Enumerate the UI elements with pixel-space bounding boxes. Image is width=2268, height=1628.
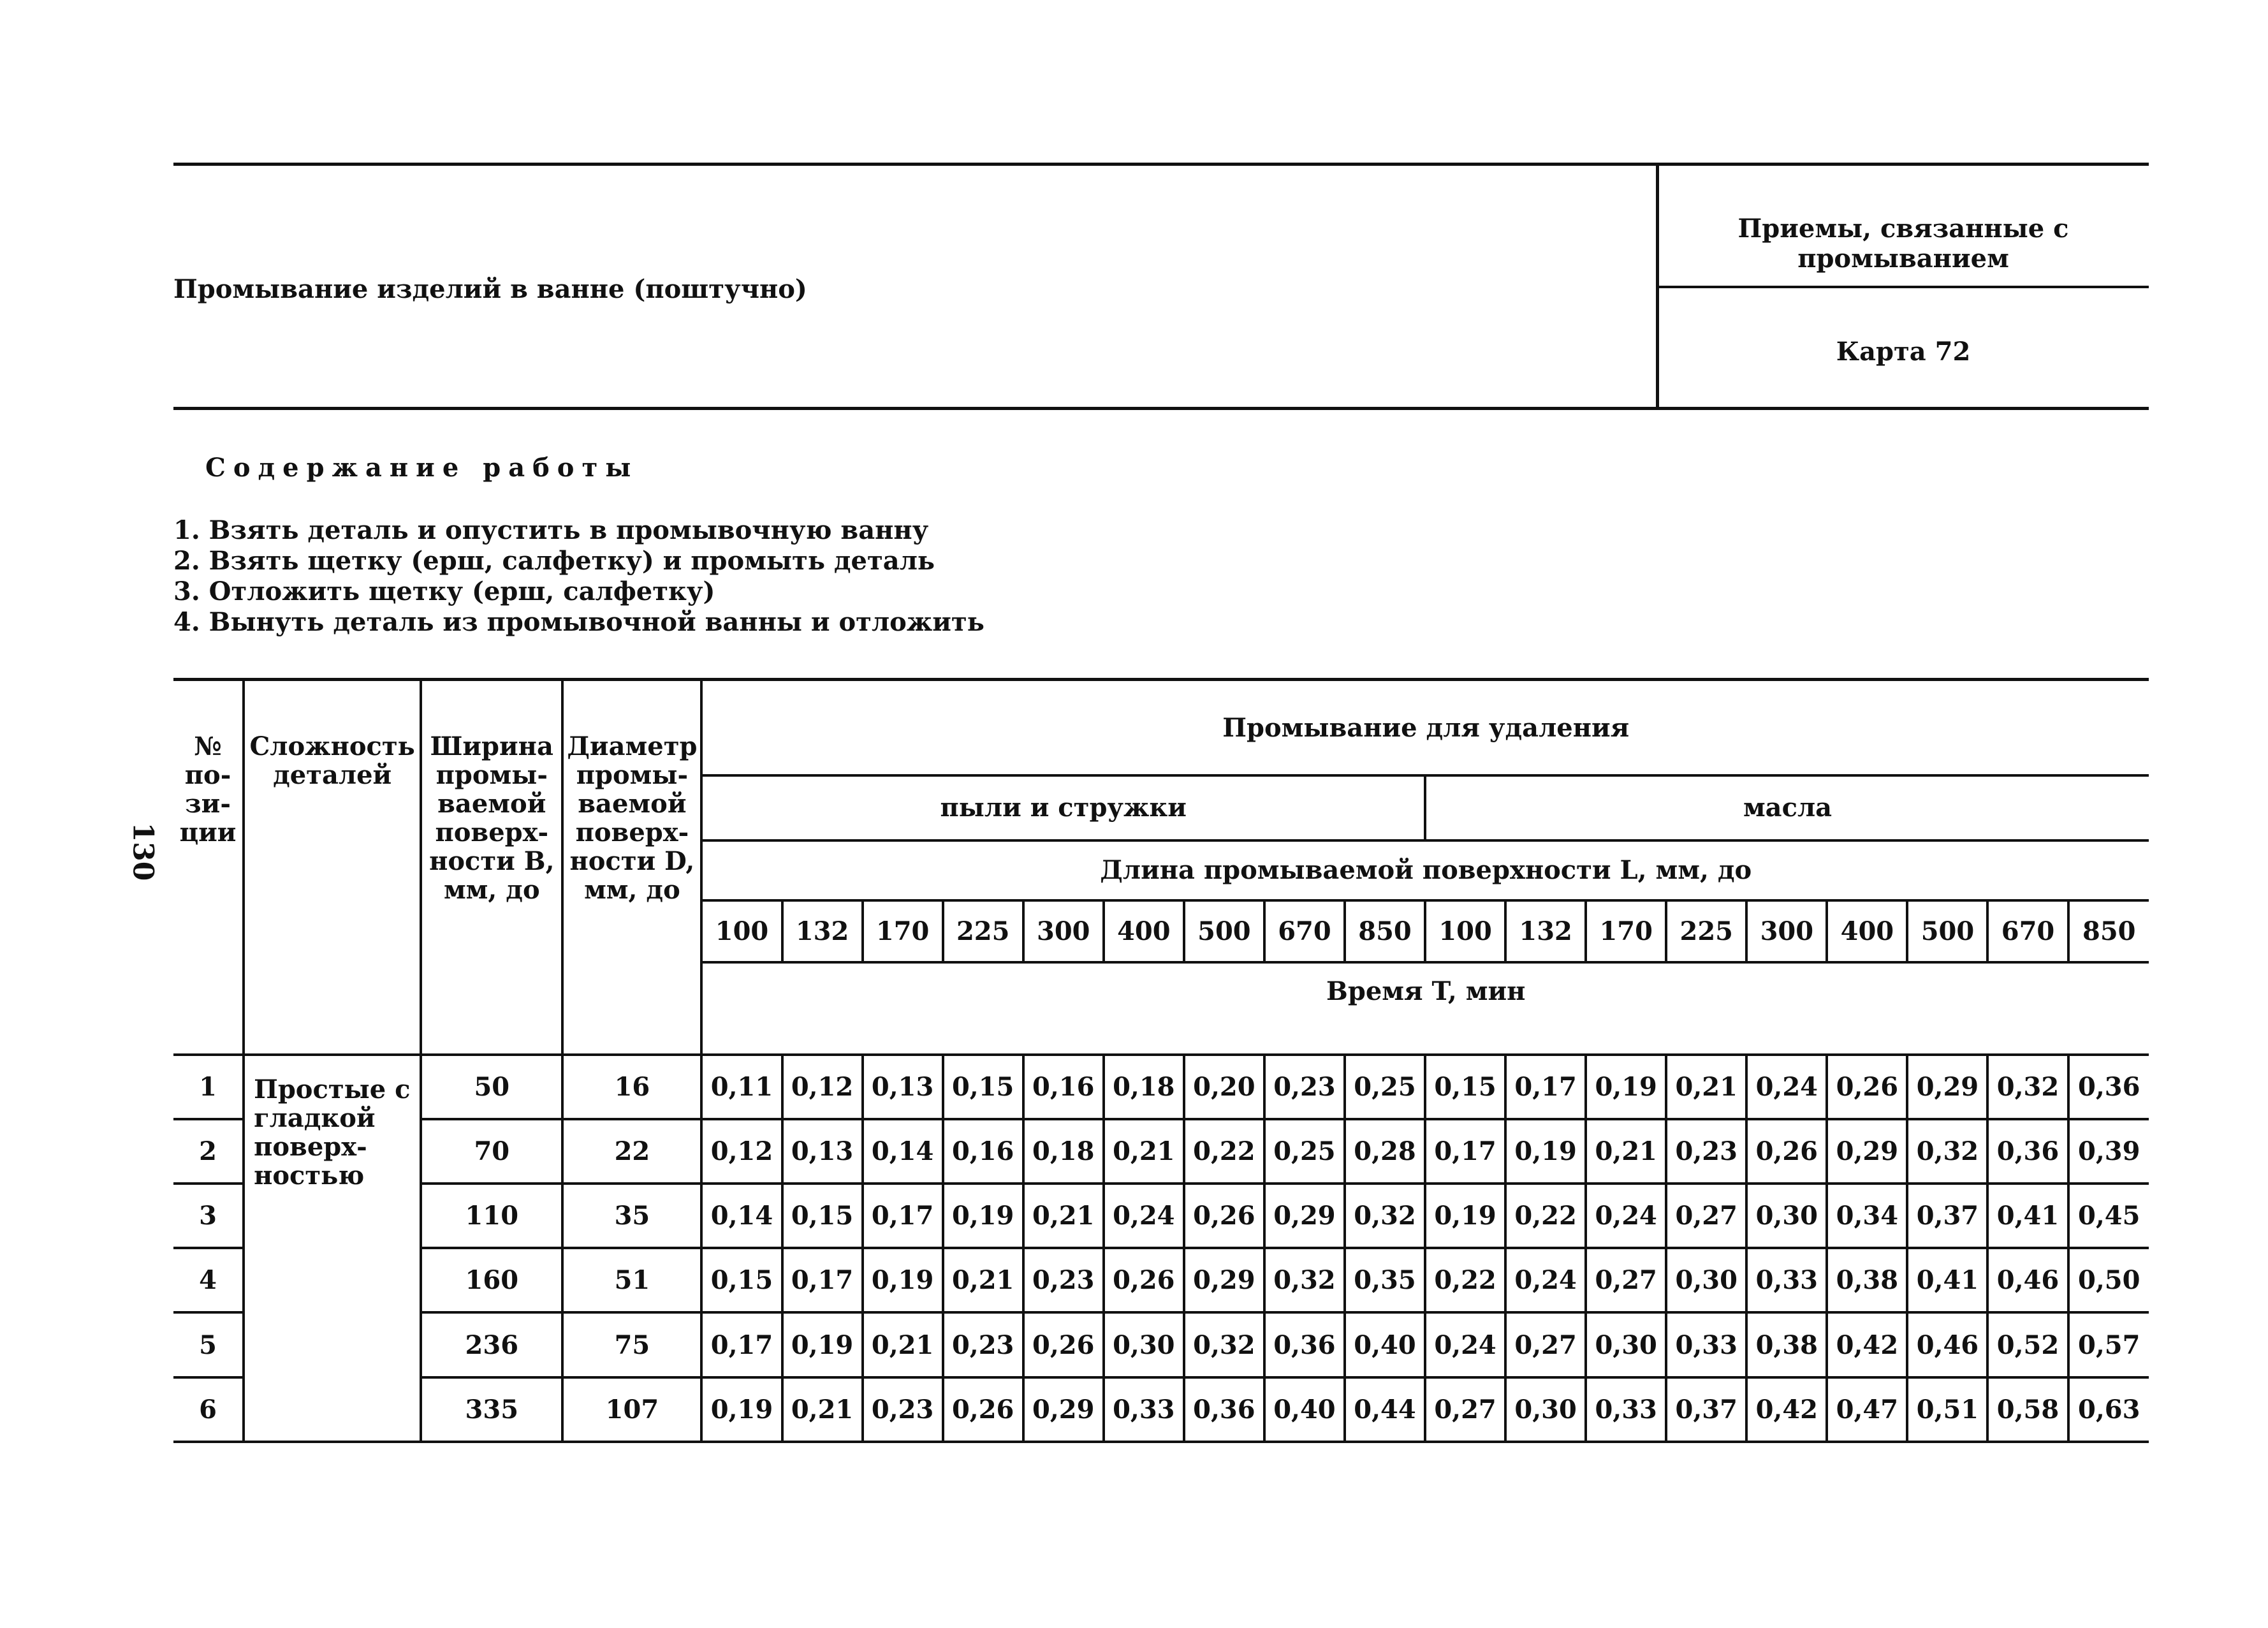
time-value-cell: 0,36 (1184, 1377, 1264, 1442)
time-value-cell: 0,12 (782, 1055, 863, 1119)
time-value-cell: 0,13 (782, 1119, 863, 1184)
time-value-cell: 0,39 (2068, 1119, 2149, 1184)
table-row (173, 1248, 2149, 1312)
time-value-cell: 0,30 (1505, 1377, 1586, 1442)
time-value-cell: 0,36 (2068, 1055, 2149, 1119)
time-value-cell: 0,41 (1987, 1184, 2068, 1248)
time-value-cell: 0,32 (1907, 1119, 1987, 1184)
time-value-cell: 0,33 (1746, 1248, 1827, 1312)
length-cell: 500 (1184, 900, 1264, 962)
time-value-cell: 0,37 (1666, 1377, 1746, 1442)
time-value-cell: 0,63 (2068, 1377, 2149, 1442)
time-value-cell: 0,16 (943, 1119, 1023, 1184)
time-value-cell: 0,22 (1184, 1119, 1264, 1184)
time-value-cell: 0,21 (1023, 1184, 1104, 1248)
table-row (173, 1119, 2149, 1184)
time-value-cell: 0,41 (1907, 1248, 1987, 1312)
time-value-cell: 0,24 (1425, 1312, 1505, 1377)
table-row (173, 1312, 2149, 1377)
header-complexity: Сложность деталей (244, 680, 421, 1055)
diameter-cell: 35 (562, 1184, 701, 1248)
header-length: Длина промываемой поверхности L, мм, до (701, 840, 2149, 901)
time-value-cell: 0,22 (1425, 1248, 1505, 1312)
time-value-cell: 0,17 (1505, 1055, 1586, 1119)
time-value-cell: 0,27 (1505, 1312, 1586, 1377)
time-value-cell: 0,38 (1746, 1312, 1827, 1377)
time-value-cell: 0,29 (1827, 1119, 1907, 1184)
diameter-cell: 51 (562, 1248, 701, 1312)
time-value-cell: 0,37 (1907, 1184, 1987, 1248)
time-value-cell: 0,14 (863, 1119, 943, 1184)
table-row (173, 1377, 2149, 1442)
time-value-cell: 0,30 (1104, 1312, 1184, 1377)
time-value-cell: 0,33 (1104, 1377, 1184, 1442)
time-value-cell: 0,18 (1023, 1119, 1104, 1184)
header-dust: пыли и стружки (701, 775, 1425, 840)
diameter-cell: 22 (562, 1119, 701, 1184)
time-value-cell: 0,16 (1023, 1055, 1104, 1119)
work-step: 4. Вынуть деталь из промывочной ванны и отложить (173, 607, 984, 637)
time-value-cell: 0,33 (1666, 1312, 1746, 1377)
time-value-cell: 0,20 (1184, 1055, 1264, 1119)
time-value-cell: 0,21 (863, 1312, 943, 1377)
time-value-cell: 0,19 (943, 1184, 1023, 1248)
header-right-divider (1656, 286, 2149, 288)
length-cell: 500 (1907, 900, 1987, 962)
time-value-cell: 0,26 (1746, 1119, 1827, 1184)
time-value-cell: 0,15 (701, 1248, 782, 1312)
time-value-cell: 0,17 (782, 1248, 863, 1312)
time-value-cell: 0,32 (1264, 1248, 1345, 1312)
time-value-cell: 0,24 (1505, 1248, 1586, 1312)
diameter-cell: 16 (562, 1055, 701, 1119)
time-value-cell: 0,21 (1586, 1119, 1666, 1184)
position-cell: 4 (173, 1248, 244, 1312)
time-norms-table (173, 678, 2149, 1443)
width-cell: 70 (421, 1119, 562, 1184)
diameter-cell: 75 (562, 1312, 701, 1377)
time-value-cell: 0,11 (701, 1055, 782, 1119)
width-cell: 335 (421, 1377, 562, 1442)
header-width: Ширина промы-ваемой поверх-ности B, мм, до (421, 680, 562, 1055)
header-time: Время T, мин (701, 962, 2149, 1054)
time-value-cell: 0,58 (1987, 1377, 2068, 1442)
time-value-cell: 0,21 (943, 1248, 1023, 1312)
time-value-cell: 0,21 (782, 1377, 863, 1442)
time-value-cell: 0,29 (1023, 1377, 1104, 1442)
header-oil: масла (1425, 775, 2149, 840)
time-value-cell: 0,27 (1586, 1248, 1666, 1312)
time-value-cell: 0,15 (782, 1184, 863, 1248)
time-value-cell: 0,32 (1987, 1055, 2068, 1119)
length-cell: 132 (782, 900, 863, 962)
work-step: 3. Отложить щетку (ерш, салфетку) (173, 576, 715, 606)
position-cell: 2 (173, 1119, 244, 1184)
time-value-cell: 0,29 (1907, 1055, 1987, 1119)
time-value-cell: 0,26 (1184, 1184, 1264, 1248)
work-step: 1. Взять деталь и опустить в промывочную ванну (173, 515, 929, 545)
time-value-cell: 0,42 (1746, 1377, 1827, 1442)
time-value-cell: 0,22 (1505, 1184, 1586, 1248)
time-value-cell: 0,24 (1746, 1055, 1827, 1119)
page-number: 130 (126, 822, 159, 881)
time-value-cell: 0,14 (701, 1184, 782, 1248)
time-value-cell: 0,45 (2068, 1184, 2149, 1248)
length-cell: 225 (1666, 900, 1746, 962)
time-value-cell: 0,46 (1907, 1312, 1987, 1377)
time-value-cell: 0,23 (1023, 1248, 1104, 1312)
time-value-cell: 0,38 (1827, 1248, 1907, 1312)
header-washing-group: Промывание для удаления (701, 680, 2149, 776)
complexity-cell: Простые с гладкой поверх-ностью (244, 1055, 421, 1442)
diameter-cell: 107 (562, 1377, 701, 1442)
time-value-cell: 0,19 (1586, 1055, 1666, 1119)
time-value-cell: 0,23 (1666, 1119, 1746, 1184)
time-value-cell: 0,19 (1505, 1119, 1586, 1184)
time-value-cell: 0,52 (1987, 1312, 2068, 1377)
time-value-cell: 0,24 (1104, 1184, 1184, 1248)
length-cell: 100 (1425, 900, 1505, 962)
length-cell: 400 (1104, 900, 1184, 962)
time-value-cell: 0,34 (1827, 1184, 1907, 1248)
time-value-cell: 0,50 (2068, 1248, 2149, 1312)
time-value-cell: 0,28 (1345, 1119, 1425, 1184)
header-position: № по-зи-ции (173, 680, 244, 1055)
time-value-cell: 0,23 (1264, 1055, 1345, 1119)
time-value-cell: 0,30 (1586, 1312, 1666, 1377)
time-value-cell: 0,26 (1104, 1248, 1184, 1312)
time-value-cell: 0,26 (1023, 1312, 1104, 1377)
time-value-cell: 0,35 (1345, 1248, 1425, 1312)
time-value-cell: 0,19 (782, 1312, 863, 1377)
time-value-cell: 0,12 (701, 1119, 782, 1184)
time-value-cell: 0,13 (863, 1055, 943, 1119)
time-value-cell: 0,17 (1425, 1119, 1505, 1184)
time-value-cell: 0,47 (1827, 1377, 1907, 1442)
header-diameter: Диаметр промы-ваемой поверх-ности D, мм, до (562, 680, 701, 1055)
time-value-cell: 0,23 (943, 1312, 1023, 1377)
time-value-cell: 0,27 (1425, 1377, 1505, 1442)
document-title: Промывание изделий в ванне (поштучно) (173, 274, 807, 304)
time-value-cell: 0,15 (1425, 1055, 1505, 1119)
time-value-cell: 0,23 (863, 1377, 943, 1442)
time-value-cell: 0,18 (1104, 1055, 1184, 1119)
time-value-cell: 0,40 (1264, 1377, 1345, 1442)
section-title: Приемы, связанные с промыванием (1738, 214, 2069, 274)
length-cell: 300 (1023, 900, 1104, 962)
work-steps-list (173, 515, 984, 638)
length-cell: 300 (1746, 900, 1827, 962)
time-value-cell: 0,32 (1345, 1184, 1425, 1248)
length-cell: 170 (863, 900, 943, 962)
time-value-cell: 0,46 (1987, 1248, 2068, 1312)
time-value-cell: 0,36 (1264, 1312, 1345, 1377)
length-cell: 670 (1264, 900, 1345, 962)
content-heading: Содержание работы (205, 453, 639, 483)
time-value-cell: 0,29 (1264, 1184, 1345, 1248)
time-value-cell: 0,30 (1746, 1184, 1827, 1248)
length-cell: 850 (1345, 900, 1425, 962)
header-bottom-rule (173, 407, 2149, 410)
width-cell: 110 (421, 1184, 562, 1248)
time-value-cell: 0,25 (1264, 1119, 1345, 1184)
time-value-cell: 0,19 (1425, 1184, 1505, 1248)
time-value-cell: 0,19 (863, 1248, 943, 1312)
position-cell: 1 (173, 1055, 244, 1119)
time-value-cell: 0,27 (1666, 1184, 1746, 1248)
time-value-cell: 0,33 (1586, 1377, 1666, 1442)
length-cell: 850 (2068, 900, 2149, 962)
length-cell: 170 (1586, 900, 1666, 962)
time-value-cell: 0,21 (1666, 1055, 1746, 1119)
position-cell: 5 (173, 1312, 244, 1377)
time-value-cell: 0,44 (1345, 1377, 1425, 1442)
time-value-cell: 0,17 (701, 1312, 782, 1377)
time-value-cell: 0,25 (1345, 1055, 1425, 1119)
time-value-cell: 0,19 (701, 1377, 782, 1442)
length-cell: 225 (943, 900, 1023, 962)
table-row (173, 1055, 2149, 1119)
width-cell: 236 (421, 1312, 562, 1377)
length-cell: 100 (701, 900, 782, 962)
time-value-cell: 0,21 (1104, 1119, 1184, 1184)
position-cell: 6 (173, 1377, 244, 1442)
table-row (173, 1184, 2149, 1248)
width-cell: 160 (421, 1248, 562, 1312)
time-value-cell: 0,29 (1184, 1248, 1264, 1312)
position-cell: 3 (173, 1184, 244, 1248)
time-value-cell: 0,57 (2068, 1312, 2149, 1377)
work-step: 2. Взять щетку (ерш, салфетку) и промыть деталь (173, 546, 935, 576)
card-number: Карта 72 (1836, 337, 1971, 367)
time-value-cell: 0,32 (1184, 1312, 1264, 1377)
header-top-rule (173, 163, 2149, 166)
time-value-cell: 0,42 (1827, 1312, 1907, 1377)
length-cell: 400 (1827, 900, 1907, 962)
time-value-cell: 0,26 (1827, 1055, 1907, 1119)
length-cell: 670 (1987, 900, 2068, 962)
time-value-cell: 0,51 (1907, 1377, 1987, 1442)
time-value-cell: 0,40 (1345, 1312, 1425, 1377)
time-value-cell: 0,30 (1666, 1248, 1746, 1312)
time-value-cell: 0,24 (1586, 1184, 1666, 1248)
width-cell: 50 (421, 1055, 562, 1119)
time-value-cell: 0,17 (863, 1184, 943, 1248)
time-value-cell: 0,15 (943, 1055, 1023, 1119)
time-value-cell: 0,36 (1987, 1119, 2068, 1184)
time-value-cell: 0,26 (943, 1377, 1023, 1442)
length-cell: 132 (1505, 900, 1586, 962)
